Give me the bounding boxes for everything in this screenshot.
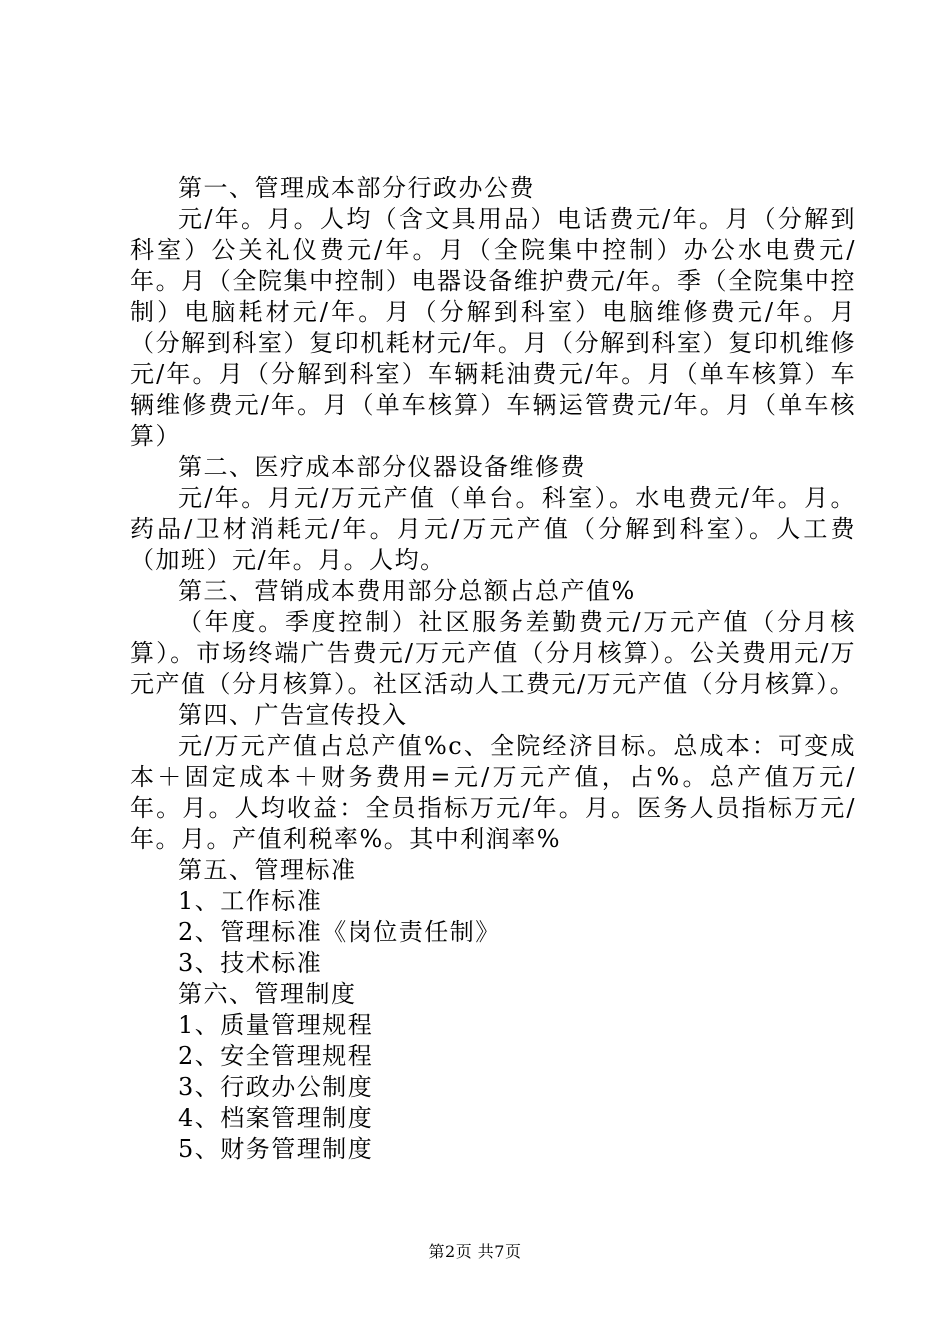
paragraph-marketing-costs: （年度。季度控制）社区服务差勤费元/万元产值（分月核算）。市场终端广告费元/万元产值（分月核算）。公关费用元/万元产值（分月核算）。社区活动人工费元/万元产值（分月核算）。 [130,608,856,698]
list-item: 5、财务管理制度 [178,1135,374,1163]
section-heading-1: 第一、管理成本部分行政办公费 [178,174,535,202]
list-item: 4、档案管理制度 [178,1104,374,1132]
list-item: 2、安全管理规程 [178,1042,374,1070]
list-item: 1、工作标准 [178,887,323,915]
list-item: 1、质量管理规程 [178,1011,374,1039]
paragraph-medical-costs: 元/年。月元/万元产值（单台。科室）。水电费元/年。月。药品/卫材消耗元/年。月元/万元产值（分解到科室）。人工费（加班）元/年。月。人均。 [130,484,856,574]
section-heading-3: 第三、营销成本费用部分总额占总产值% [178,577,636,605]
section-heading-6: 第六、管理制度 [178,980,357,1008]
section-heading-2: 第二、医疗成本部分仪器设备维修费 [178,453,586,481]
page-number-footer: 第2页 共7页 [428,1242,522,1261]
document-body [130,173,856,1165]
list-item: 3、行政办公制度 [178,1073,374,1101]
paragraph-admin-costs: 元/年。月。人均（含文具用品）电话费元/年。月（分解到科室）公关礼仪费元/年。月（全院集中控制）办公水电费元/年。月（全院集中控制）电器设备维护费元/年。季（全院集中控制）电脑耗材元/年。月（分解到科室）电脑维修费元/年。月（分解到科室）复印机耗材元/年。月（分解到科室）复印机维修元/年。月（分解到科室）车辆耗油费元/年。月（单车核算）车辆维修费元/年。月（单车核算）车辆运管费元/年。月（单车核算） [130,205,856,450]
section-heading-5: 第五、管理标准 [178,856,357,884]
list-item: 2、管理标准《岗位责任制》 [178,918,501,946]
paragraph-economic-targets: 元/万元产值占总产值%c、全院经济目标。总成本：可变成本＋固定成本＋财务费用=元/万元产值，占%。总产值万元/年。月。人均收益：全员指标万元/年。月。医务人员指标万元/年。月。产值利税率%。其中利润率% [130,732,856,853]
section-heading-4: 第四、广告宣传投入 [178,701,408,729]
list-item: 3、技术标准 [178,949,323,977]
